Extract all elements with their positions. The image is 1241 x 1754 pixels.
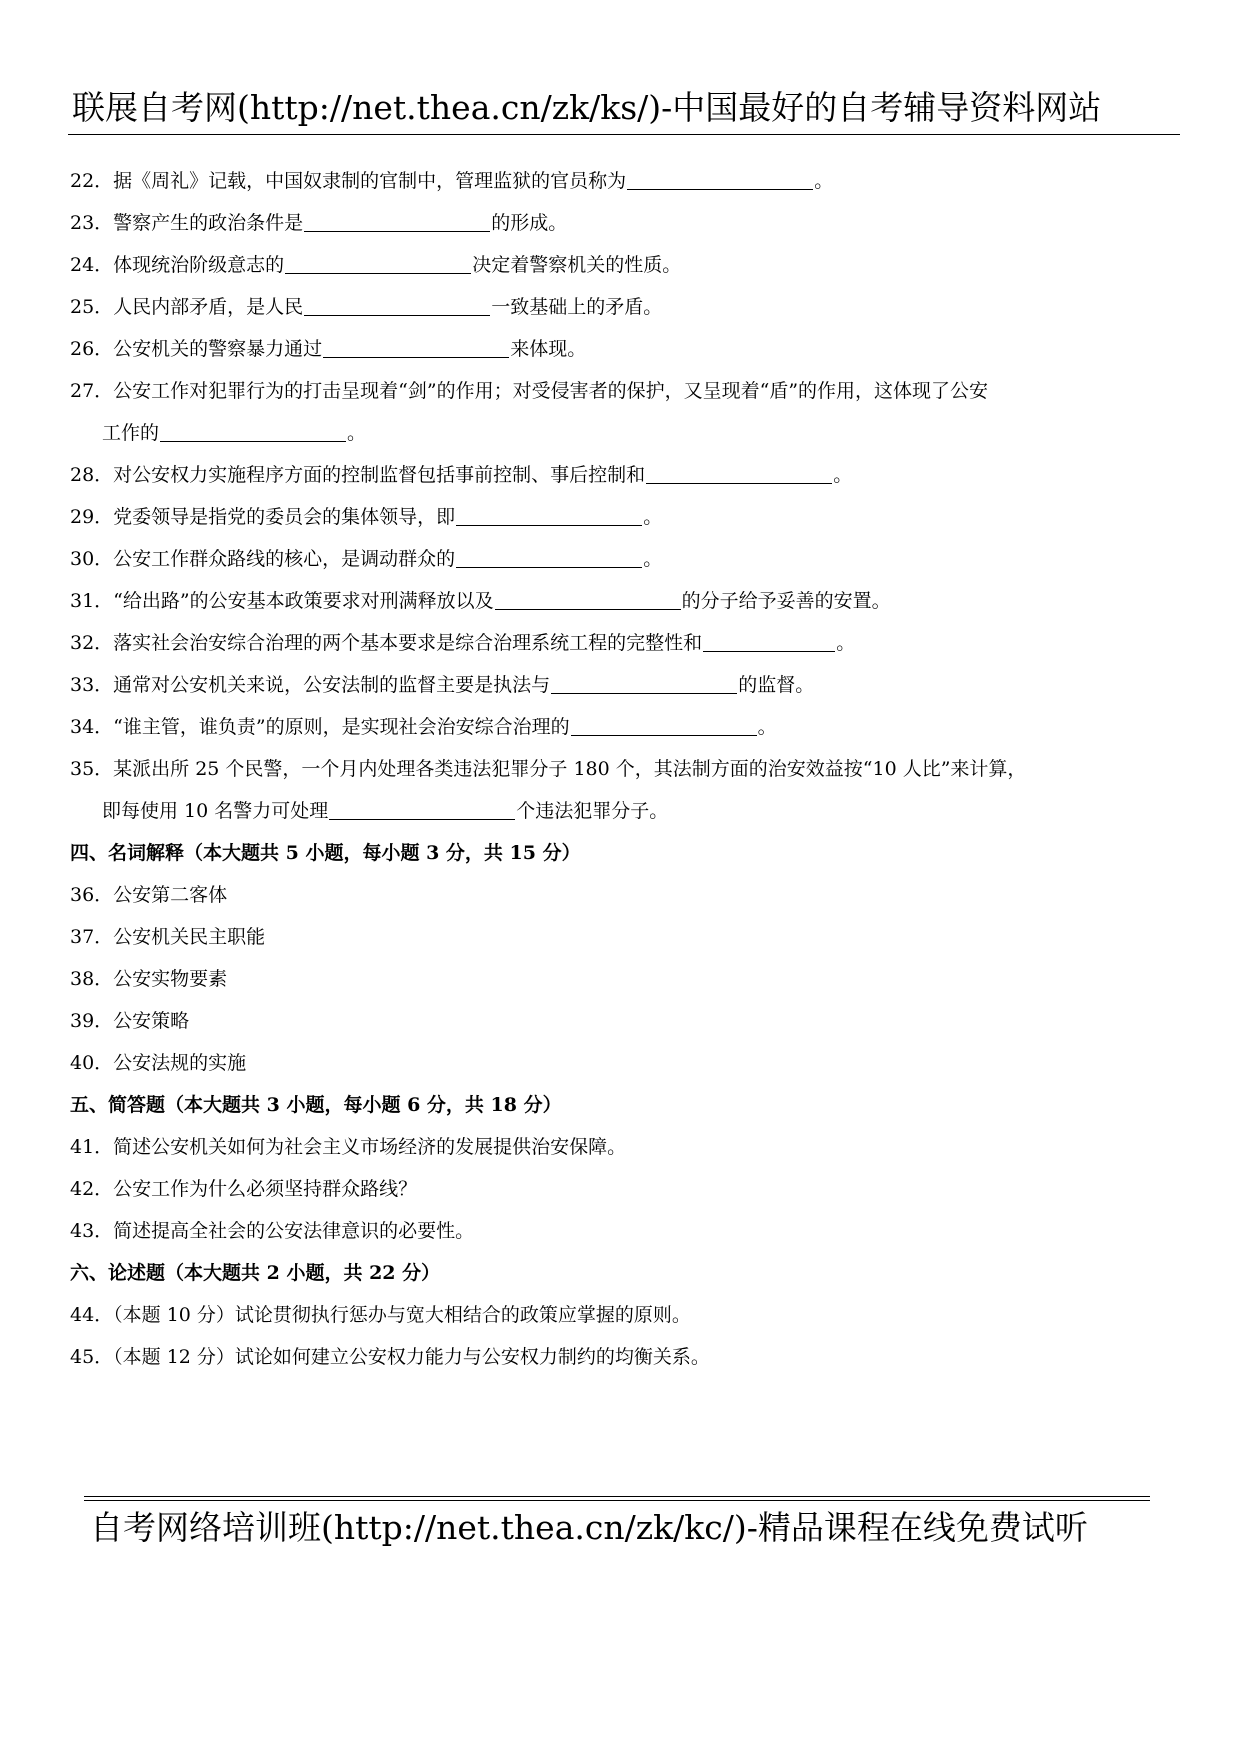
question-35-continued xyxy=(70,790,1180,832)
question-text: 34．“谁主管，谁负责”的原则，是实现社会治安综合治理的 xyxy=(70,716,570,738)
section-heading: 五、简答题（本大题共 3 小题，每小题 6 分，共 18 分） xyxy=(70,1094,562,1116)
question-text: 25．人民内部矛盾，是人民 xyxy=(70,296,304,318)
section-heading: 四、名词解释（本大题共 5 小题，每小题 3 分，共 15 分） xyxy=(70,842,581,864)
question-text: 。 xyxy=(347,422,367,444)
answer-blank xyxy=(627,188,813,190)
question-text: 29．党委领导是指党的委员会的集体领导，即 xyxy=(70,506,456,528)
list-item: 42．公安工作为什么必须坚持群众路线？ xyxy=(70,1178,418,1200)
answer-blank xyxy=(703,650,835,652)
question-text: 23．警察产生的政治条件是 xyxy=(70,212,304,234)
answer-blank xyxy=(456,566,642,568)
question-text: 30．公安工作群众路线的核心，是调动群众的 xyxy=(70,548,456,570)
question-25 xyxy=(70,286,1180,328)
answer-blank xyxy=(323,356,509,358)
answer-blank xyxy=(646,482,832,484)
question-26 xyxy=(70,328,1180,370)
question-text: 。 xyxy=(643,506,663,528)
answer-blank xyxy=(304,230,490,232)
question-text: 。 xyxy=(643,548,663,570)
list-item: 38．公安实物要素 xyxy=(70,968,228,990)
question-text: 。 xyxy=(814,170,834,192)
answer-blank xyxy=(571,734,757,736)
question-text: 即每使用 10 名警力可处理 xyxy=(102,800,329,822)
page-footer: 自考网络培训班(http://net.thea.cn/zk/kc/)-精品课程在线免费试听 xyxy=(90,1508,1088,1547)
question-text: 来体现。 xyxy=(510,338,587,360)
question-text: 工作的 xyxy=(102,422,160,444)
question-text: 决定着警察机关的性质。 xyxy=(472,254,682,276)
question-text: 个违法犯罪分子。 xyxy=(516,800,669,822)
list-item: 40．公安法规的实施 xyxy=(70,1052,247,1074)
answer-blank xyxy=(285,272,471,274)
question-text: 。 xyxy=(836,632,856,654)
page-header: 联展自考网(http://net.thea.cn/zk/ks/)-中国最好的自考辅导资料网站 xyxy=(72,88,1102,127)
question-28 xyxy=(70,454,1180,496)
header-rule xyxy=(68,134,1180,135)
question-34 xyxy=(70,706,1180,748)
question-33 xyxy=(70,664,1180,706)
question-text: 22．据《周礼》记载，中国奴隶制的官制中，管理监狱的官员称为 xyxy=(70,170,627,192)
answer-blank xyxy=(551,692,737,694)
question-32 xyxy=(70,622,1180,664)
exam-content xyxy=(70,160,1180,1378)
list-item: 41．简述公安机关如何为社会主义市场经济的发展提供治安保障。 xyxy=(70,1136,627,1158)
question-29 xyxy=(70,496,1180,538)
question-30 xyxy=(70,538,1180,580)
answer-blank xyxy=(495,608,681,610)
list-item: 36．公安第二客体 xyxy=(70,884,228,906)
question-27 xyxy=(70,370,1180,412)
question-27-continued xyxy=(70,412,1180,454)
question-31 xyxy=(70,580,1180,622)
answer-blank xyxy=(304,314,490,316)
question-text: 。 xyxy=(757,716,777,738)
footer-rule xyxy=(84,1496,1150,1501)
question-text: 。 xyxy=(833,464,853,486)
question-text: 一致基础上的矛盾。 xyxy=(491,296,663,318)
section-heading: 六、论述题（本大题共 2 小题，共 22 分） xyxy=(70,1262,441,1284)
list-item: 44．（本题 10 分）试论贯彻执行惩办与宽大相结合的政策应掌握的原则。 xyxy=(70,1304,691,1326)
question-22 xyxy=(70,160,1180,202)
question-text: 28．对公安权力实施程序方面的控制监督包括事前控制、事后控制和 xyxy=(70,464,646,486)
question-35 xyxy=(70,748,1180,790)
answer-blank xyxy=(160,440,346,442)
answer-blank xyxy=(456,524,642,526)
question-text: 的形成。 xyxy=(491,212,568,234)
question-text: 32．落实社会治安综合治理的两个基本要求是综合治理系统工程的完整性和 xyxy=(70,632,703,654)
question-23 xyxy=(70,202,1180,244)
question-text: 27．公安工作对犯罪行为的打击呈现着“剑”的作用；对受侵害者的保护，又呈现着“盾”的作用，这体现了公安 xyxy=(70,380,989,402)
answer-blank xyxy=(329,818,515,820)
question-text: 26．公安机关的警察暴力通过 xyxy=(70,338,323,360)
question-text: 31．“给出路”的公安基本政策要求对刑满释放以及 xyxy=(70,590,494,612)
list-item: 43．简述提高全社会的公安法律意识的必要性。 xyxy=(70,1220,475,1242)
question-text: 的监督。 xyxy=(738,674,815,696)
list-item: 45．（本题 12 分）试论如何建立公安权力能力与公安权力制约的均衡关系。 xyxy=(70,1346,710,1368)
question-24 xyxy=(70,244,1180,286)
question-text: 24．体现统治阶级意志的 xyxy=(70,254,285,276)
question-text: 35．某派出所 25 个民警，一个月内处理各类违法犯罪分子 180 个，其法制方面的治安效益按“10 人比”来计算， xyxy=(70,758,1027,780)
list-item: 37．公安机关民主职能 xyxy=(70,926,266,948)
list-item: 39．公安策略 xyxy=(70,1010,190,1032)
question-text: 33．通常对公安机关来说，公安法制的监督主要是执法与 xyxy=(70,674,551,696)
question-text: 的分子给予妥善的安置。 xyxy=(681,590,891,612)
